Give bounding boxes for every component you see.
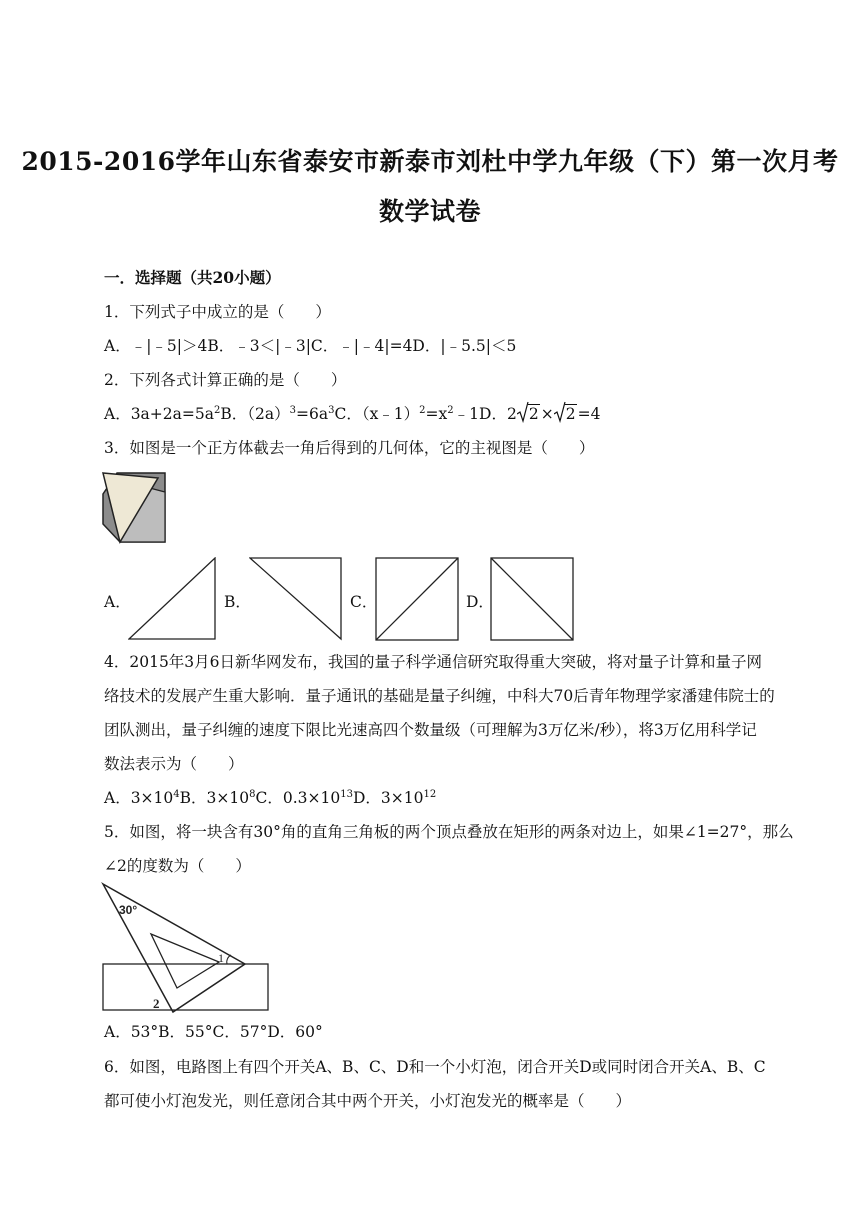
q4-stem-line-4: 数法表示为（ ）: [104, 755, 244, 773]
paper-title-line-1: 2015-2016学年山东省泰安市新泰市刘杜中学九年级（下）第一次月考: [21, 147, 839, 176]
q2-option-a: A．$3a+2a=5a^2$: [104, 405, 221, 423]
q3-cube-figure: [102, 472, 166, 544]
q4-option-c: C．$0.3\times 10^{13}$: [255, 789, 353, 807]
q2-option-c: C．$(x﹣1)^2=x^2﹣1$: [334, 405, 480, 423]
q5-angle-30-label: 30°: [119, 903, 138, 917]
q6-stem-line-2: 都可使小灯泡发光，则任意闭合其中两个开关，小灯泡发光的概率是（ ）: [104, 1092, 632, 1110]
q4-stem-line-1: 4．2015年3月6日新华网发布，我国的量子科学通信研究取得重大突破，将对量子计算和量子网: [104, 653, 763, 671]
q4-stem-line-2: 络技术的发展产生重大影响．量子通讯的基础是量子纠缠，中科大70后青年物理学家潘建伟院士的: [104, 687, 775, 705]
q2-options: [104, 404, 600, 424]
q3-option-b-label: B．: [224, 593, 251, 611]
q3-option-a-triangle: [128, 557, 218, 641]
q4-option-b: B．$3\times 10^8$: [179, 789, 256, 807]
q6-stem-line-1: 6．如图，电路图上有四个开关A、B、C、D和一个小灯泡，闭合开关D或同时闭合开关A、B、C: [104, 1058, 766, 1076]
q4-option-a: A．$3\times 10^4$: [104, 789, 180, 807]
q2-option-d: D．2 2 × 2 =4: [479, 405, 600, 423]
square-root-sign: 2: [517, 404, 540, 424]
q2-stem: 2．下列各式计算正确的是（ ）: [104, 371, 347, 389]
q1-stem: 1．下列式子中成立的是（ ）: [104, 303, 331, 321]
paper-title-line-2: 数学试卷: [378, 197, 481, 226]
q5-stem-line-1: 5．如图，将一块含有30°角的直角三角板的两个顶点叠放在矩形的两条对边上，如果∠1=27°，那么: [104, 823, 794, 841]
q4-option-d: D．$3\times 10^{12}$: [352, 789, 437, 807]
square-root-sign: 2: [554, 404, 577, 424]
q3-stem: 3．如图是一个正方体截去一角后得到的几何体，它的主视图是（ ）: [104, 439, 595, 457]
q3-option-a-label: A．: [104, 593, 131, 611]
q4-options: [104, 788, 436, 808]
q5-triangle-rectangle-figure: [101, 882, 271, 1014]
q2-option-b: B．$(2a)^3=6a^3$: [220, 405, 335, 423]
section-heading: 一．选择题（共20小题）: [104, 268, 281, 287]
q4-stem-line-3: 团队测出，量子纠缠的速度下限比光速高四个数量级（可理解为3万亿米/秒），将3万亿用科学记: [104, 721, 757, 739]
q3-option-b-triangle: [249, 557, 343, 641]
q5-angle-1-label: 1: [218, 951, 224, 965]
q3-option-d-square: [490, 557, 574, 641]
q3-option-d-label: D．: [466, 593, 494, 611]
q5-angle-2-label: 2: [153, 996, 160, 1011]
q1-options: A．﹣|﹣5|＞4B．﹣3＜|﹣3|C．﹣|﹣4|=4D．|﹣5.5|＜5: [104, 337, 517, 355]
q5-options: A．53°B．55°C．57°D．60°: [104, 1023, 323, 1041]
q3-option-c-label: C．: [350, 593, 378, 611]
q3-option-c-square: [375, 557, 459, 641]
q5-stem-line-2: ∠2的度数为（ ）: [104, 857, 251, 875]
